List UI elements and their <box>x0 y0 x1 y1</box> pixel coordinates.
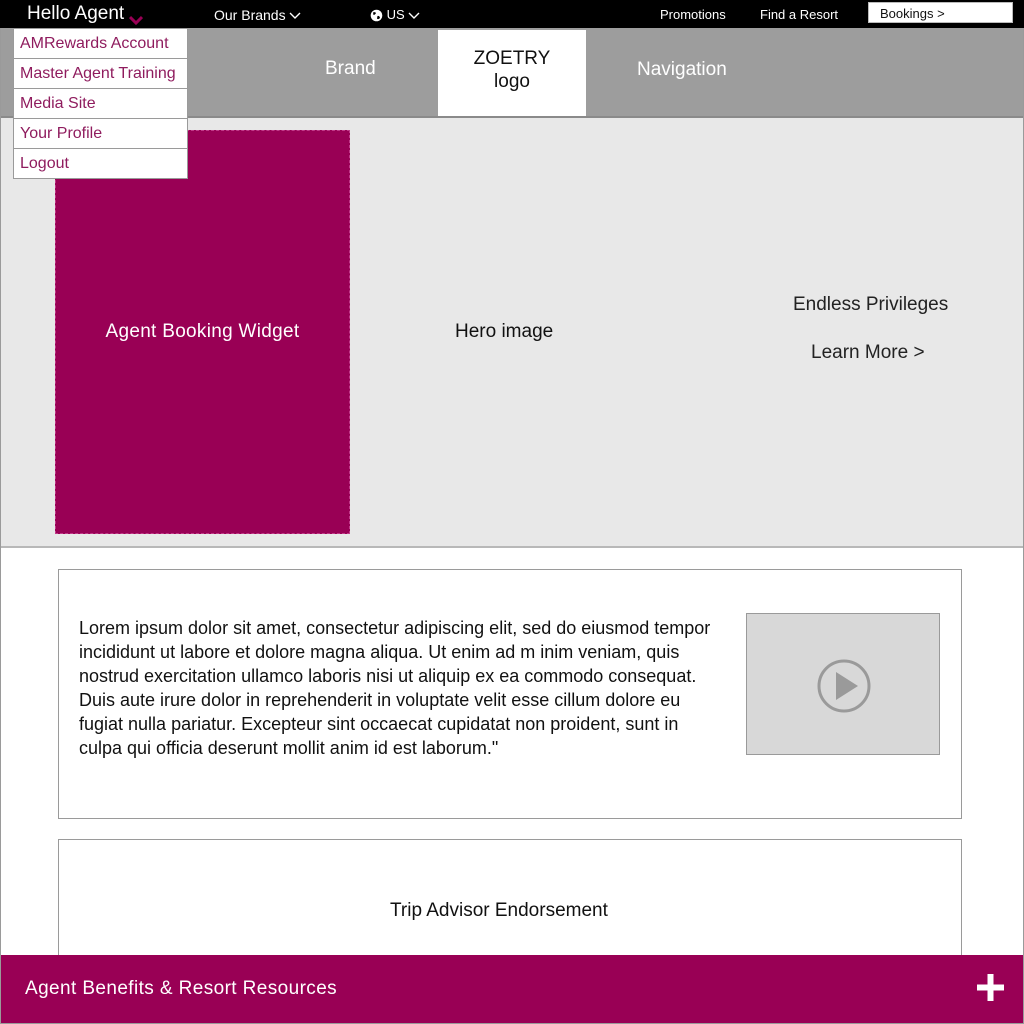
play-icon <box>817 659 871 713</box>
privileges-heading: Endless Privileges <box>793 294 949 315</box>
hero-image-placeholder: Hero image <box>455 321 554 342</box>
chevron-down-icon <box>408 7 420 22</box>
widget-label: Agent Booking Widget <box>105 321 300 342</box>
menu-item-your-profile[interactable]: Your Profile <box>14 119 187 149</box>
globe-icon <box>370 7 383 22</box>
account-dropdown-menu <box>13 28 188 179</box>
logo-title: ZOETRY <box>473 48 551 69</box>
brand-nav-item[interactable]: Brand <box>325 58 376 79</box>
promotions-link[interactable]: Promotions <box>660 7 726 22</box>
menu-item-logout[interactable]: Logout <box>20 155 69 172</box>
agent-booking-widget[interactable] <box>55 130 350 534</box>
chevron-down-icon <box>289 7 301 23</box>
menu-item-master-agent-training[interactable]: Master Agent Training <box>14 59 187 89</box>
menu-item-amrewards[interactable]: AMRewards Account <box>14 29 187 59</box>
zoetry-logo[interactable] <box>438 30 586 116</box>
greeting-label: Hello Agent <box>27 3 125 24</box>
bookings-field[interactable]: Bookings > <box>868 2 1013 23</box>
region-label: US <box>386 7 405 22</box>
trip-advisor-endorsement: Trip Advisor Endorsement <box>390 900 608 921</box>
chevron-down-icon <box>129 9 143 19</box>
menu-item-media-site[interactable]: Media Site <box>14 89 187 119</box>
navigation-nav-item[interactable]: Navigation <box>637 59 727 80</box>
our-brands-label: Our Brands <box>214 7 286 23</box>
logo-subtitle: logo <box>494 71 530 92</box>
video-player[interactable] <box>746 613 940 755</box>
our-brands-menu[interactable] <box>214 7 301 23</box>
plus-icon[interactable] <box>977 974 1004 1001</box>
top-bar <box>0 0 1024 28</box>
learn-more-link[interactable]: Learn More > <box>811 342 925 363</box>
find-resort-link[interactable]: Find a Resort <box>760 7 839 22</box>
footer-title: Agent Benefits & Resort Resources <box>25 978 338 999</box>
region-selector[interactable] <box>370 7 420 23</box>
intro-paragraph: Lorem ipsum dolor sit amet, consectetur adipiscing elit, sed do eiusmod tempor incididunt ut labore et dolore magna aliqua. Ut enim ad m inim veniam, quis nostrud exercitation ullamco laboris nisi ut aliquip ex ea commodo consequat. Duis aute irure dolor in reprehenderit in voluptate velit esse cillum dolore eu fugiat nulla pariatur. Excepteur sint occaecat cupidatat non proident, sunt in culpa qui officia deserunt mollit anim id est laborum." <box>79 618 711 758</box>
account-menu-toggle[interactable] <box>27 3 143 25</box>
